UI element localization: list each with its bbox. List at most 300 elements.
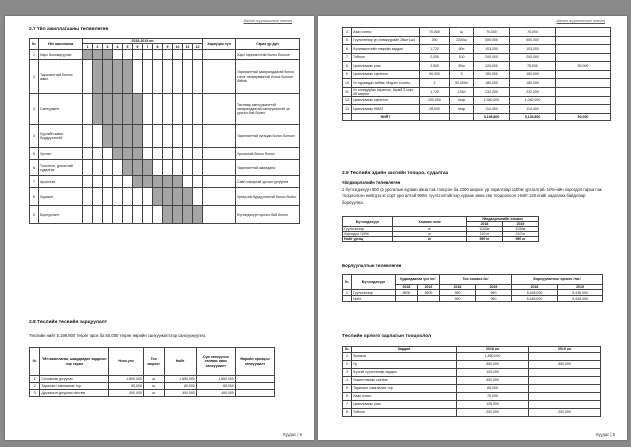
month-cell (193, 125, 203, 148)
table-cell (529, 353, 601, 361)
month-cell (143, 206, 153, 224)
table-cell (418, 296, 440, 302)
month-cell (143, 60, 153, 94)
table-cell (420, 113, 450, 120)
table-cell: Цахилгааны хэрэгсэл (352, 70, 420, 79)
document-page-6 (318, 16, 627, 440)
table-cell: 200,000 (420, 96, 450, 105)
table-cell: 1100кг (503, 227, 539, 232)
table-cell: 1100кг (467, 227, 503, 232)
table-cell: Гүүлсгэлээр үр (хэмжүүрийн 28ш+1ш) (352, 36, 420, 45)
table-cell: ш (450, 28, 474, 37)
month-cell (133, 50, 143, 60)
month-cell (83, 125, 93, 148)
month-cell (193, 176, 203, 188)
table-row (343, 87, 611, 96)
month-cell (83, 188, 93, 206)
table-cell: 5500 (418, 290, 440, 296)
document-page-5 (5, 16, 314, 440)
table-cell (450, 113, 474, 120)
table-cell: 5,445,000 (558, 290, 603, 296)
table-cell: Дусаалын ургуулах систем (40, 390, 109, 397)
activity-name: Хуулийн зөвш, бүрдүүлэлтэй (39, 125, 83, 148)
plan-row (30, 94, 300, 125)
table-cell (235, 376, 274, 383)
table-cell: 5,445,000 (512, 296, 558, 302)
table-cell: 2 (343, 361, 352, 369)
table-row (343, 361, 601, 369)
table-row (343, 36, 611, 45)
table-row (343, 401, 601, 409)
month-cell (103, 188, 113, 206)
responsible-cell (203, 50, 236, 60)
table-cell: Ус хураагдах гибим ,Мэдэгч тоолно (352, 79, 420, 88)
table-cell: Тойлон (352, 53, 420, 62)
month-cell (123, 148, 133, 160)
table-row (30, 376, 275, 383)
month-cell (153, 60, 163, 94)
plan-row (30, 148, 300, 160)
result-cell: Сайн чанартай урсгал ургуулна (236, 176, 300, 188)
table-row (343, 385, 601, 393)
month-cell (183, 94, 193, 125)
responsible-cell (203, 206, 236, 224)
table-cell: 1,850,000 (109, 376, 144, 383)
activity-name: Борлуулалт (39, 206, 83, 224)
month-cell (93, 160, 103, 176)
table-cell: Тойлон (352, 409, 457, 417)
table-cell (529, 385, 601, 393)
table-cell: 90,000л (450, 79, 474, 88)
month-cell (103, 125, 113, 148)
month-cell (123, 125, 133, 148)
header-unit-price: Нэгж үнэ (109, 348, 144, 376)
table-cell: Гүүлсгэлээр (352, 290, 396, 296)
table-cell: Нийт ургац (343, 237, 393, 242)
month-cell (133, 94, 143, 125)
month-cell (163, 94, 173, 125)
month-cell (93, 94, 103, 125)
table-cell: кг (393, 227, 467, 232)
table-cell: 65,000 (109, 383, 144, 390)
table-cell: 150,000 (510, 70, 556, 79)
month-cell (83, 206, 93, 224)
month-cell: 3 (103, 44, 113, 50)
month-cell (143, 125, 153, 148)
month-cell (163, 125, 173, 148)
month-cell (83, 94, 93, 125)
table-cell: 4 (343, 28, 352, 37)
table-cell: 400,000 (109, 390, 144, 397)
table-cell (556, 79, 611, 88)
table-cell: 7 (343, 53, 352, 62)
table-cell: 400,000 (164, 390, 196, 397)
plan-row (30, 188, 300, 206)
table-cell: 3 (30, 390, 40, 397)
month-cell (163, 60, 173, 94)
month-cell (153, 160, 163, 176)
income-expense-table (342, 346, 601, 417)
table-cell (556, 53, 611, 62)
table-cell: Цахилгааны хэрэгсэл (352, 96, 420, 105)
month-cell (123, 176, 133, 188)
month-cell (163, 160, 173, 176)
table-row (343, 79, 611, 88)
month-cell (103, 60, 113, 94)
month-cell (143, 188, 153, 206)
month-cell (123, 60, 133, 94)
header-sale-price: Худалдаалах үнэ /кг/ (396, 275, 440, 285)
table-cell (556, 28, 611, 37)
activity-name: Хураалт (39, 188, 83, 206)
result-cell: Төслөөр санхүүжилттэй захиралдаатай санхүүжилтэй за урсгал бий болно (236, 94, 300, 125)
table-cell: 550,000 (529, 361, 601, 369)
table-cell: 50,000 (556, 62, 611, 71)
month-cell (123, 94, 133, 125)
month-cell (183, 50, 193, 60)
month-cell (123, 206, 133, 224)
table-cell: 65,000 (196, 383, 235, 390)
plan-row (30, 125, 300, 148)
table-cell: 7 (343, 401, 352, 409)
month-cell (173, 148, 183, 160)
plan-row (30, 60, 300, 94)
table-cell: 4 (343, 377, 352, 385)
header-number: № (30, 348, 40, 376)
month-cell (83, 176, 93, 188)
table-cell (343, 113, 352, 120)
table-cell (343, 296, 352, 302)
table-cell: 100 (450, 53, 474, 62)
table-cell: Хаах олноч (352, 28, 420, 37)
row-number: 2 (30, 60, 39, 94)
table-cell (556, 36, 611, 45)
sales-table (342, 274, 603, 302)
page-footer: Хуудас | 6 (595, 432, 615, 437)
table-row (343, 70, 611, 79)
row-number: 4 (30, 125, 39, 148)
header-number: № (343, 275, 352, 290)
responsible-cell (203, 125, 236, 148)
table-cell: 50,000 (420, 70, 450, 79)
table-row (343, 353, 601, 361)
month-cell: 4 (113, 44, 123, 50)
header-2019: 2019 он (529, 347, 601, 353)
sales-plan-title: Борлуулалтын төлөвлөгөө (342, 263, 402, 268)
activity-name: Харс боловсруулах (39, 50, 83, 60)
table-cell: 125,000 (474, 62, 510, 71)
month-cell (133, 176, 143, 188)
responsible-cell (203, 94, 236, 125)
header-sales-revenue: Борлуулалтын орлого /төг/ (512, 275, 603, 285)
month-cell (103, 206, 113, 224)
table-cell: 400,000 (196, 390, 235, 397)
table-cell: Хулгана (352, 353, 457, 361)
month-cell (193, 50, 203, 60)
month-cell (173, 60, 183, 94)
table-cell: 1,720 (420, 87, 450, 96)
table-row (343, 53, 611, 62)
table-cell: 550,000 (510, 36, 556, 45)
month-cell (113, 50, 123, 60)
table-cell: 8 (343, 62, 352, 71)
header-expense-name: Үйл ажиллагаа, шаардагдах зардлын нэр төрөл (40, 348, 109, 376)
table-cell: 5 (343, 36, 352, 45)
table-cell: Соловолж ургуулах (40, 376, 109, 383)
header-own-financing: Өөрийн оролцоо санхүүжилт (235, 348, 274, 376)
result-cell: Бүтээгдэхүүн орлого бий болно (236, 206, 300, 224)
table-cell: 1,040,000 (474, 96, 510, 105)
production-plan-subtitle: Үйлдвэрлэлийн төлөвлөгөө (342, 180, 401, 185)
table-row (343, 369, 601, 377)
month-cell (173, 176, 183, 188)
activity-plan-table (29, 38, 300, 224)
month-cell (193, 60, 203, 94)
row-number: 7 (30, 176, 39, 188)
month-cell: 10 (173, 44, 183, 50)
table-cell: 990 кг (503, 237, 539, 242)
table-cell: 70,000 (420, 28, 450, 37)
header-2018: 2018 он (457, 347, 529, 353)
plan-row (30, 176, 300, 188)
month-cell (143, 94, 153, 125)
activity-name: Урсгал (39, 148, 83, 160)
budget-table-continued (342, 27, 611, 121)
table-cell: 232,200 (510, 87, 556, 96)
table-cell: 5500 (396, 290, 418, 296)
table-cell (529, 369, 601, 377)
table-cell: 5,445,000 (558, 296, 603, 302)
month-cell (93, 188, 103, 206)
month-cell (113, 94, 123, 125)
page-footer: Хуудас | 5 (282, 432, 302, 437)
table-cell: 70,000 (457, 393, 529, 401)
table-cell: 550,000 (474, 36, 510, 45)
table-row (343, 96, 611, 105)
header-year: 2019 (476, 285, 512, 290)
production-paragraph: 1 бүтээгдэхүүн 500 гр урсгалын хураан авна гэж тооцсон ба 2200 ширхэг үр тарилтаар 1100кг урсгалтай. 10%-ийн хорогдол гарна гэж тооцоолсон нийтдээ кг сорт урсгалтай 990кг гүүлсгэлтэйгээр хураан авна гэж тооцоолсон. Нийт 120 кгийг хадгалах байдлаар борлуулна. (342, 187, 602, 205)
table-cell: 990 (476, 296, 512, 302)
month-cell (173, 206, 183, 224)
month-cell (133, 160, 143, 176)
header-year: 2019 (418, 285, 440, 290)
table-cell: 110 кг (503, 232, 539, 237)
row-number: 9 (30, 206, 39, 224)
activity-name: Арчилгаа (39, 176, 83, 188)
table-cell: ш (143, 383, 164, 390)
month-cell: 5 (123, 44, 133, 50)
table-row (343, 28, 611, 37)
table-row (343, 105, 611, 114)
month-cell (153, 176, 163, 188)
table-cell: 3 (450, 70, 474, 79)
header-quantity: Тоо ширхэг (143, 348, 164, 376)
month-cell (183, 160, 193, 176)
table-cell (556, 96, 611, 105)
month-cell (143, 176, 153, 188)
month-cell (183, 125, 193, 148)
month-cell (123, 50, 133, 60)
table-cell: Үр (352, 361, 457, 369)
table-cell: 65,000 (457, 385, 529, 393)
table-cell: 200,000 (529, 409, 601, 417)
table-cell: 75,000 (510, 62, 556, 71)
table-cell: 990 (440, 296, 476, 302)
responsible-cell (203, 60, 236, 94)
table-cell: 12 (343, 96, 352, 105)
month-cell (113, 206, 123, 224)
month-cell: 6 (133, 44, 143, 50)
table-cell: 6 (343, 393, 352, 401)
month-cell (193, 94, 203, 125)
table-cell: 990 кг (467, 237, 503, 242)
month-cell (173, 188, 183, 206)
header-fund-financing: Сум хөгжүүлэх сангаас авах санхүүжилт (196, 348, 235, 376)
result-cell: Тарилалттай ажилдана (236, 160, 300, 176)
table-cell (396, 296, 418, 302)
month-cell (163, 148, 173, 160)
month-cell (133, 188, 143, 206)
table-cell: 200,000 (457, 409, 529, 417)
table-cell: 70,000 (474, 28, 510, 37)
month-cell: 1 (83, 44, 93, 50)
month-cell (113, 188, 123, 206)
table-cell (556, 70, 611, 79)
table-row (343, 377, 601, 385)
table-cell: 114,400 (474, 105, 510, 114)
table-cell: 6 (343, 45, 352, 54)
month-cell (183, 60, 193, 94)
result-cell: Тарилалттай хугацаа болох болсон (236, 125, 300, 148)
table-cell (529, 393, 601, 401)
month-cell (183, 176, 193, 188)
month-cell (153, 94, 163, 125)
month-cell (103, 50, 113, 60)
table-cell: Тарилалт хамгаалах тор (352, 385, 457, 393)
table-cell: 2 (420, 79, 450, 88)
responsible-cell (203, 148, 236, 160)
table-cell: 3 (343, 369, 352, 377)
activity-name: Тоноглол, урсгалтай судалгаа (39, 160, 83, 176)
table-cell: 2,500 (420, 62, 450, 71)
table-cell: 70,000 (510, 28, 556, 37)
table-cell: Гүүлсгэлээр (343, 227, 393, 232)
table-cell: 5,445,000 (512, 290, 558, 296)
table-cell: 1 (343, 290, 352, 296)
table-cell: 1,040,000 (510, 96, 556, 105)
page-header: Аялал жуулчлалын төсөл (556, 18, 605, 23)
table-cell: 114,400 (510, 105, 556, 114)
table-cell: 1 (30, 376, 40, 383)
month-cell (153, 50, 163, 60)
table-row (343, 409, 601, 417)
table-cell: кг (393, 232, 467, 237)
table-row (343, 237, 539, 242)
table-cell: 550,000 (457, 361, 529, 369)
table-cell: 150,000 (474, 70, 510, 79)
month-cell (173, 94, 183, 125)
header-year: 2018 (396, 285, 418, 290)
table-cell: 990 (440, 290, 476, 296)
budget-table (29, 347, 275, 397)
month-cell (93, 125, 103, 148)
table-cell: 50,000 (556, 113, 611, 120)
table-cell: 200,000 (510, 53, 556, 62)
table-cell: 50м (450, 62, 474, 71)
month-cell (193, 188, 203, 206)
month-cell (113, 60, 123, 94)
table-cell: 180,000 (474, 79, 510, 88)
table-cell: 990 (476, 290, 512, 296)
table-cell: 1,850,000 (457, 353, 529, 361)
month-cell (173, 160, 183, 176)
month-cell (133, 206, 143, 224)
table-cell: 13 (343, 105, 352, 114)
month-cell (93, 176, 103, 188)
header-year-2018: 2018 (467, 222, 503, 227)
header-unit: Хэмжих нэгж (393, 217, 467, 227)
responsible-cell (203, 188, 236, 206)
plan-row (30, 160, 300, 176)
header-expense: Зардал (352, 347, 457, 353)
table-cell: Хүчинжилтийн тэврийн зардал (352, 45, 420, 54)
row-number: 6 (30, 160, 39, 176)
budget-paragraph: Төслийн нийт 5,199,800 төгрөг орох ба 50,000 төгрөг өөрийн санхүүжилтээр санхүүжүүлнэ. (29, 333, 207, 338)
month-cell (193, 160, 203, 176)
header-total: Нийт (164, 348, 196, 376)
table-cell: 232,200 (474, 87, 510, 96)
page-header: Аялал жуулчлалын төсөл (243, 18, 292, 23)
month-cell: 8 (153, 44, 163, 50)
month-cell (163, 188, 173, 206)
month-cell: 2 (93, 44, 103, 50)
month-cell (93, 50, 103, 60)
table-cell: 65,000 (164, 383, 196, 390)
month-cell (103, 148, 113, 160)
section-title-2-7: 2.7 Үйл ажиллагааны төлөвлөгөө (29, 27, 109, 32)
table-cell: 2 (30, 383, 40, 390)
responsible-cell (203, 160, 236, 176)
table-cell: 8 (343, 409, 352, 417)
activity-name: Санхүүжилт (39, 94, 83, 125)
month-cell (83, 60, 93, 94)
month-cell (153, 188, 163, 206)
month-cell (193, 148, 203, 160)
month-cell (173, 50, 183, 60)
header-production-volume: Үйлдвэрлэлийн хэмжээ (467, 217, 539, 222)
month-cell (113, 160, 123, 176)
responsible-cell (203, 176, 236, 188)
table-row (343, 296, 603, 302)
table-cell: ш (143, 376, 164, 383)
header-quantity: Тоо хэмжээ /кг/ (440, 275, 512, 285)
row-number: 8 (30, 188, 39, 206)
row-number: 1 (30, 50, 39, 60)
table-row (30, 390, 275, 397)
month-cell (183, 206, 193, 224)
month-cell (133, 125, 143, 148)
production-table (342, 216, 539, 242)
table-row (343, 393, 601, 401)
table-cell: 125,000 (457, 401, 529, 409)
table-cell: 4хэр (450, 96, 474, 105)
header-product: Бүтээгдэхүүн (352, 275, 396, 290)
table-cell: 1 (343, 353, 352, 361)
table-cell: 1,850,000 (196, 376, 235, 383)
month-cell: 12 (193, 44, 203, 50)
month-cell (183, 148, 193, 160)
table-row (343, 45, 611, 54)
